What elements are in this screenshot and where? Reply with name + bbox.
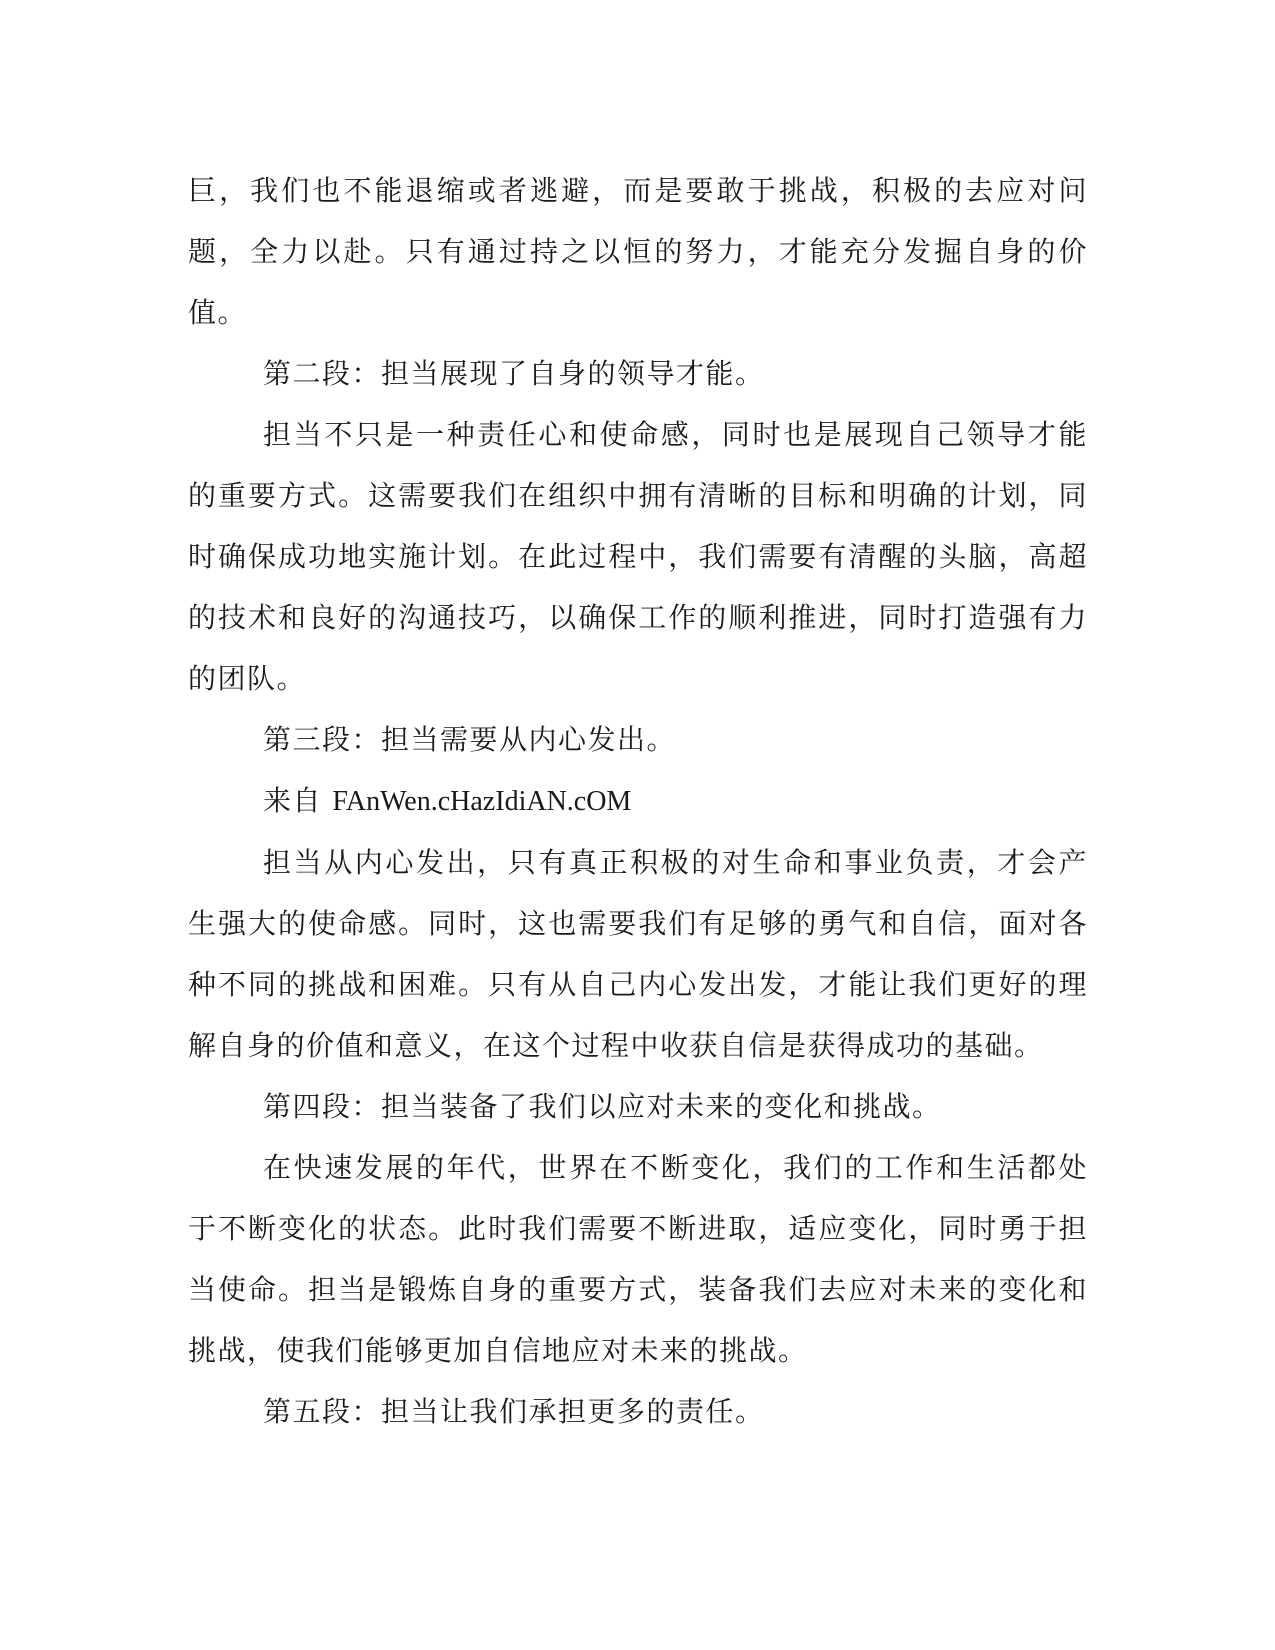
source-line (188, 770, 1088, 832)
section-heading-4: 第四段：担当装备了我们以应对未来的变化和挑战。 (263, 1090, 942, 1123)
section-heading-3: 第三段：担当需要从内心发出。 (263, 723, 677, 756)
source-prefix: 来自 (263, 784, 333, 817)
document-body (188, 160, 1088, 1442)
body-paragraph-inner-drive: 担当从内心发出，只有真正积极的对生命和事业负责，才会产生强大的使命感。同时，这也需要我们有足够的勇气和自信，面对各种不同的挑战和困难。只有从自己内心发出发，才能让我们更好的理解自身的价值和意义，在这个过程中收获自信是获得成功的基础。 (188, 846, 1088, 1062)
source-url: FAnWen.cHazIdiAN.cOM (332, 786, 632, 817)
body-paragraph-future-change: 在快速发展的年代，世界在不断变化，我们的工作和生活都处于不断变化的状态。此时我们需要不断进取，适应变化，同时勇于担当使命。担当是锻炼自身的重要方式，装备我们去应对未来的变化和挑战，使我们能够更加自信地应对未来的挑战。 (188, 1151, 1088, 1367)
section-heading-2: 第二段：担当展现了自身的领导才能。 (263, 357, 765, 390)
continuation-paragraph: 巨，我们也不能退缩或者逃避，而是要敢于挑战，积极的去应对问题，全力以赴。只有通过持之以恒的努力，才能充分发掘自身的价值。 (188, 174, 1088, 329)
body-paragraph-leadership: 担当不只是一种责任心和使命感，同时也是展现自己领导才能的重要方式。这需要我们在组织中拥有清晰的目标和明确的计划，同时确保成功地实施计划。在此过程中，我们需要有清醒的头脑，高超的技术和良好的沟通技巧，以确保工作的顺利推进，同时打造强有力的团队。 (188, 418, 1088, 695)
section-heading-5: 第五段：担当让我们承担更多的责任。 (263, 1395, 765, 1428)
